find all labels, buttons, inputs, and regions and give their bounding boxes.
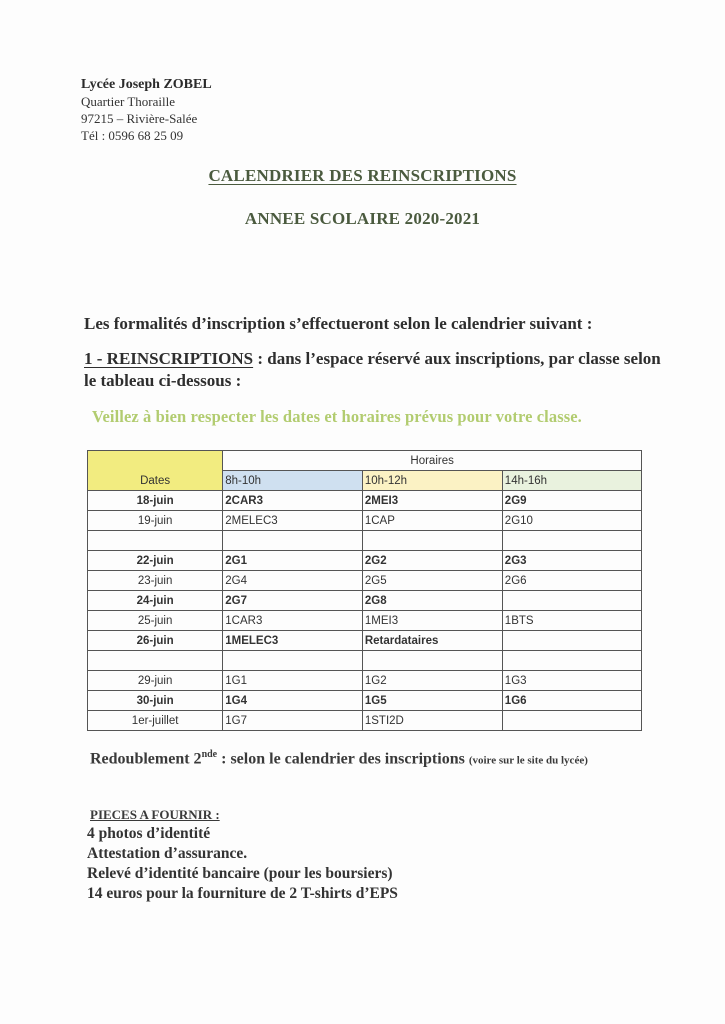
table-row bbox=[88, 511, 642, 531]
table-row bbox=[88, 611, 642, 631]
slot-2-cell: 1G2 bbox=[362, 671, 502, 691]
pieces-item: 4 photos d’identité bbox=[87, 825, 211, 842]
slot-2-cell: 1STI2D bbox=[362, 711, 502, 731]
table-row bbox=[88, 491, 642, 511]
section-text: : dans l’espace réservé aux inscriptions, par classe selon le tableau ci-dessous : bbox=[84, 349, 661, 390]
slot-1-cell: 1CAR3 bbox=[223, 611, 363, 631]
redoublement-sup: nde bbox=[201, 749, 218, 760]
slot-header-2: 10h-12h bbox=[362, 471, 502, 491]
slot-2-cell: 2G8 bbox=[362, 591, 502, 611]
slot-3-cell: 2G3 bbox=[502, 551, 641, 571]
school-name: Lycée Joseph ZOBEL bbox=[81, 77, 212, 92]
intro-text: Les formalités d’inscription s’effectueront selon le calendrier suivant : bbox=[84, 314, 593, 333]
table-row bbox=[88, 711, 642, 731]
date-cell: 24-juin bbox=[88, 591, 223, 611]
table-row bbox=[88, 671, 642, 691]
slot-2-cell: 1G5 bbox=[362, 691, 502, 711]
date-cell: 25-juin bbox=[88, 611, 223, 631]
slot-3-cell: 1BTS bbox=[502, 611, 641, 631]
notice-text: Veillez à bien respecter les dates et horaires prévus pour votre classe. bbox=[92, 407, 582, 426]
date-cell: 1er-juillet bbox=[88, 711, 223, 731]
dates-header: Dates bbox=[88, 451, 223, 491]
slot-3-cell bbox=[502, 591, 641, 611]
school-address-line-1: Quartier Thoraille bbox=[81, 94, 175, 109]
pieces-title: PIECES A FOURNIR : bbox=[90, 807, 220, 822]
slot-1-cell: 1G1 bbox=[223, 671, 363, 691]
slot-2-cell: 2G5 bbox=[362, 571, 502, 591]
table-row bbox=[88, 631, 642, 651]
redoublement-line bbox=[90, 749, 588, 768]
slot-1-cell: 1G7 bbox=[223, 711, 363, 731]
slot-3-cell: 2G10 bbox=[502, 511, 641, 531]
slot-1-cell: 2G7 bbox=[223, 591, 363, 611]
slot-1-cell: 2CAR3 bbox=[223, 491, 363, 511]
pieces-list bbox=[87, 824, 398, 904]
slot-3-cell bbox=[502, 631, 641, 651]
table-row bbox=[88, 571, 642, 591]
slot-2-cell: 1MEI3 bbox=[362, 611, 502, 631]
slot-1-cell bbox=[223, 651, 363, 671]
date-cell bbox=[88, 651, 223, 671]
section-reinscriptions bbox=[84, 348, 674, 392]
slot-2-cell: 2MEI3 bbox=[362, 491, 502, 511]
date-cell: 29-juin bbox=[88, 671, 223, 691]
slot-3-cell: 1G3 bbox=[502, 671, 641, 691]
slot-3-cell bbox=[502, 711, 641, 731]
table-row bbox=[88, 531, 642, 551]
pieces-item: 14 euros pour la fourniture de 2 T-shirts d’EPS bbox=[87, 885, 398, 902]
slot-2-cell: Retardataires bbox=[362, 631, 502, 651]
slot-header-1: 8h-10h bbox=[223, 471, 363, 491]
date-cell: 30-juin bbox=[88, 691, 223, 711]
slot-2-cell bbox=[362, 651, 502, 671]
date-cell: 23-juin bbox=[88, 571, 223, 591]
date-cell: 22-juin bbox=[88, 551, 223, 571]
slot-3-cell bbox=[502, 651, 641, 671]
slot-1-cell bbox=[223, 531, 363, 551]
horaires-header: Horaires bbox=[223, 451, 642, 471]
table-row bbox=[88, 591, 642, 611]
date-cell: 26-juin bbox=[88, 631, 223, 651]
table-header-row-1 bbox=[88, 451, 642, 471]
redoublement-label: Redoublement 2 bbox=[90, 750, 202, 768]
section-heading: 1 - REINSCRIPTIONS bbox=[84, 349, 254, 368]
redoublement-text: : selon le calendrier des inscriptions bbox=[217, 750, 469, 768]
schedule-table bbox=[87, 450, 642, 731]
redoublement-note: (voire sur le site du lycée) bbox=[468, 754, 588, 767]
slot-2-cell: 2G2 bbox=[362, 551, 502, 571]
date-cell bbox=[88, 531, 223, 551]
slot-2-cell: 1CAP bbox=[362, 511, 502, 531]
slot-3-cell: 2G6 bbox=[502, 571, 641, 591]
school-address-block bbox=[81, 76, 212, 144]
slot-1-cell: 2G1 bbox=[223, 551, 363, 571]
slot-1-cell: 2MELEC3 bbox=[223, 511, 363, 531]
slot-3-cell: 1G6 bbox=[502, 691, 641, 711]
document-subtitle: ANNEE SCOLAIRE 2020-2021 bbox=[244, 209, 481, 228]
slot-header-3: 14h-16h bbox=[502, 471, 641, 491]
slot-2-cell bbox=[362, 531, 502, 551]
table-row bbox=[88, 691, 642, 711]
date-cell: 19-juin bbox=[88, 511, 223, 531]
slot-3-cell: 2G9 bbox=[502, 491, 641, 511]
table-row bbox=[88, 651, 642, 671]
slot-1-cell: 2G4 bbox=[223, 571, 363, 591]
table-row bbox=[88, 551, 642, 571]
slot-3-cell bbox=[502, 531, 641, 551]
school-phone: Tél : 0596 68 25 09 bbox=[81, 128, 184, 143]
slot-1-cell: 1G4 bbox=[223, 691, 363, 711]
slot-1-cell: 1MELEC3 bbox=[223, 631, 363, 651]
school-address-line-2: 97215 – Rivière-Salée bbox=[81, 111, 198, 126]
document-title: CALENDRIER DES REINSCRIPTIONS bbox=[208, 166, 517, 185]
pieces-item: Attestation d’assurance. bbox=[87, 845, 248, 862]
date-cell: 18-juin bbox=[88, 491, 223, 511]
pieces-item: Relevé d’identité bancaire (pour les boursiers) bbox=[87, 865, 393, 882]
